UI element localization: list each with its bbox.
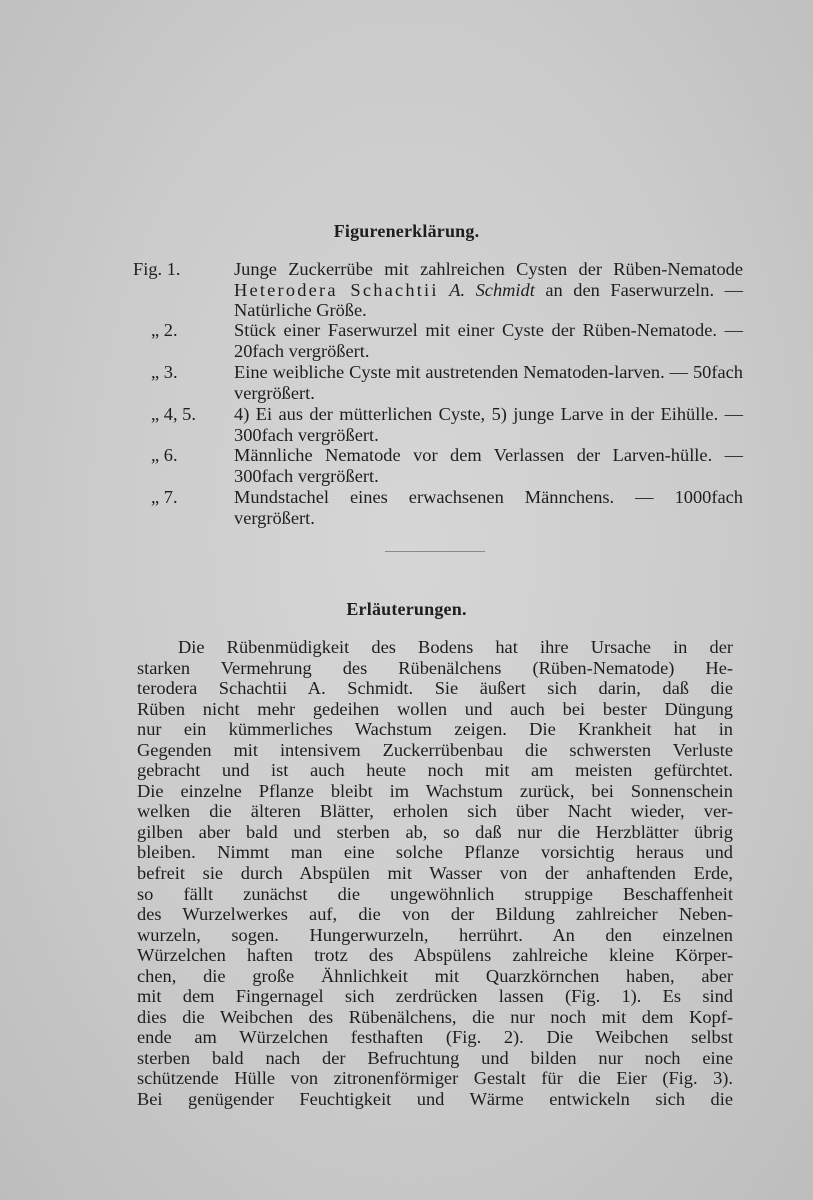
paragraph-line: des Wurzelwerkes auf, die von der Bildung zahlreicher Neben- [137,904,733,925]
figure-legend-heading: Figurenerklärung. [333,221,480,241]
paragraph-line: dies die Weibchen des Rübenälchens, die nur noch mit dem Kopf- [137,1006,733,1027]
paragraph-line: welken die älteren Blätter, erholen sich über Nacht wieder, ver- [137,801,733,822]
figure-number: Fig. 1. [133,259,181,279]
figure-description [234,259,743,321]
figure-number: „ 2. [151,320,178,340]
figure-description: Eine weibliche Cyste mit austretenden Nematoden-larven. — 50fach vergrößert. [234,362,743,403]
paragraph-line: nur ein kümmerliches Wachstum zeigen. Die Krankheit hat in [137,719,733,740]
explanations-body [137,637,733,1110]
figure-number: „ 4, 5. [151,404,196,424]
figure-description: Mundstachel eines erwachsenen Männchens. — 1000fach vergrößert. [234,487,743,528]
paragraph-line: starken Vermehrung des Rübenälchens (Rüben-Nematode) He- [137,657,733,678]
paragraph-line: Gegenden mit intensivem Zuckerrübenbau die schwersten Verluste [137,739,733,760]
figure-text-part: Junge Zuckerrübe mit zahlreichen Cysten der Rüben-Nematode [234,259,743,279]
paragraph-line: Rüben nicht mehr gedeihen wollen und auch bei bester Düngung [137,698,733,719]
figure-legend-item-4-5 [133,404,743,445]
paragraph-line: gebracht und ist auch heute noch mit am meisten gefürchtet. [137,760,733,781]
figure-legend-item-2 [133,320,743,361]
figure-number: „ 6. [151,445,178,465]
figure-description: Stück einer Faserwurzel mit einer Cyste der Rüben-Nematode. — 20fach vergrößert. [234,320,743,361]
paragraph-line: Bei genügender Feuchtigkeit und Wärme entwickeln sich die [137,1089,733,1110]
paragraph-line: ende am Würzelchen festhaften (Fig. 2). Die Weibchen selbst [137,1027,733,1048]
figure-number: „ 7. [151,487,178,507]
paragraph-line: schützende Hülle von zitronenförmiger Gestalt für die Eier (Fig. 3). [137,1068,733,1089]
paragraph-line: so fällt zunächst die ungewöhnlich struppige Beschaffenheit [137,883,733,904]
species-name: Heterodera Schachtii [234,279,439,300]
author-name: A. Schmidt [449,279,535,300]
section-divider [385,551,485,552]
figure-legend-item-7 [133,487,743,528]
paragraph-line: gilben aber bald und sterben ab, so daß nur die Herzblätter übrig [137,821,733,842]
paragraph-line: Die Rübenmüdigkeit des Bodens hat ihre Ursache in der [178,637,733,657]
paragraph-line: terodera Schachtii A. Schmidt. Sie äußert sich darin, daß die [137,678,733,699]
paragraph-line: mit dem Fingernagel sich zerdrücken lassen (Fig. 1). Es sind [137,986,733,1007]
figure-number: „ 3. [151,362,178,382]
paragraph-line: chen, die große Ähnlichkeit mit Quarzkörnchen haben, aber [137,965,733,986]
explanations-heading: Erläuterungen. [346,599,467,619]
paragraph-line: sterben bald nach der Befruchtung und bilden nur noch eine [137,1047,733,1068]
paragraph-line: Die einzelne Pflanze bleibt im Wachstum zurück, bei Sonnenschein [137,780,733,801]
figure-legend-item-1 [133,259,743,321]
paragraph-line: Würzelchen haften trotz des Abspülens zahlreiche kleine Körper- [137,945,733,966]
figure-text-part: an den Faserwurzeln. — Natürliche Größe. [234,279,743,321]
paragraph-line: befreit sie durch Abspülen mit Wasser von der anhaftenden Erde, [137,863,733,884]
figure-description: 4) Ei aus der mütterlichen Cyste, 5) junge Larve in der Eihülle. — 300fach vergrößert. [234,404,743,445]
figure-legend-item-6 [133,445,743,486]
figure-legend-item-3 [133,362,743,403]
figure-description: Männliche Nematode vor dem Verlassen der Larven-hülle. — 300fach vergrößert. [234,445,743,486]
paragraph-line: wurzeln, sogen. Hungerwurzeln, herrührt. An den einzelnen [137,924,733,945]
paragraph-line: bleiben. Nimmt man eine solche Pflanze vorsichtig heraus und [137,842,733,863]
